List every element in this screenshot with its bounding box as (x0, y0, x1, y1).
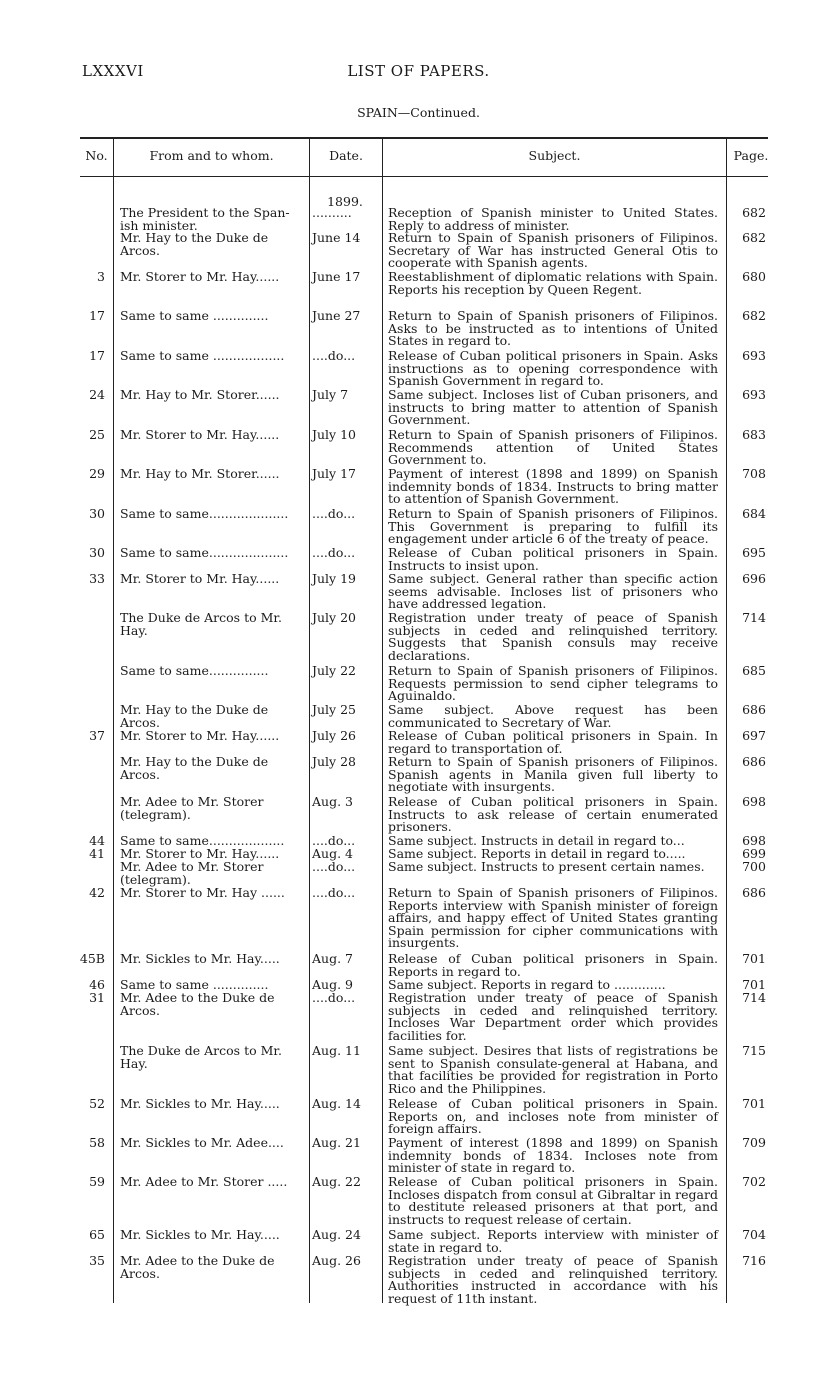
row-number: 46 (89, 977, 105, 992)
row-page: 714 (742, 990, 766, 1005)
table-top-rule (80, 137, 768, 139)
row-from-to: Same to same .................. (120, 348, 285, 363)
row-subject: Registration under treaty of peace of Spanish subjects in ceded and relinquished territory. Suggests that Spanish consuls may receive declarations. (388, 610, 718, 663)
row-subject: Same subject. Instructs to present certain names. (388, 859, 705, 874)
row-number: 44 (89, 833, 105, 848)
row-subject: Same subject. General rather than specific action seems advisable. Incloses list of prisoners who have addressed legation. (388, 571, 718, 611)
row-subject: Reception of Spanish minister to United States. Reply to address of minister. (388, 205, 718, 233)
row-number: 52 (89, 1096, 105, 1111)
row-page: 695 (742, 545, 766, 560)
row-date: Aug. 26 (312, 1253, 361, 1268)
row-date: Aug. 14 (312, 1096, 361, 1111)
row-date: Aug. 3 (312, 794, 353, 809)
row-from-to: Mr. Storer to Mr. Hay...... (120, 846, 280, 861)
row-subject: Same subject. Desires that lists of registrations be sent to Spanish consulate-general at Habana, and that facilities be provided for registration in Porto Rico and the Philippines. (388, 1043, 718, 1096)
row-subject: Return to Spain of Spanish prisoners of Filipinos. Secretary of War has instructed General Otis to cooperate with Spanish agents. (388, 230, 718, 270)
row-number: 33 (89, 571, 105, 586)
row-date: ....do... (312, 833, 356, 848)
column-header-page: Page. (733, 148, 769, 163)
row-number: 29 (89, 466, 105, 481)
row-page: 702 (742, 1174, 766, 1189)
row-date: June 27 (312, 308, 361, 323)
row-subject: Payment of interest (1898 and 1899) on Spanish indemnity bonds of 1834. Incloses note from minister of state in regard to. (388, 1135, 718, 1175)
row-subject: Same subject. Reports in regard to ............. (388, 977, 666, 992)
row-page: 716 (742, 1253, 766, 1268)
row-subject: Same subject. Reports in detail in regard to..... (388, 846, 686, 861)
row-date: June 14 (312, 230, 361, 245)
row-subject: Return to Spain of Spanish prisoners of Filipinos. This Government is preparing to fulfill its engagement under article 6 of the treaty of peace. (388, 506, 718, 546)
row-date: Aug. 9 (312, 977, 353, 992)
row-subject: Same subject. Above request has been communicated to Secretary of War. (388, 702, 718, 730)
row-from-to: Same to same............... (120, 663, 269, 678)
row-from-to: Mr. Hay to Mr. Storer...... (120, 466, 280, 481)
header-bottom-rule (80, 176, 768, 177)
row-number: 24 (89, 387, 105, 402)
row-from-to: Mr. Adee to Mr. Storer (telegram). (120, 859, 264, 887)
row-date: July 26 (312, 728, 357, 743)
row-number: 3 (97, 269, 105, 284)
row-date: Aug. 7 (312, 951, 353, 966)
row-number: 65 (89, 1227, 105, 1242)
row-date: ....do... (312, 885, 356, 900)
year-label: 1899. (327, 194, 363, 209)
row-from-to: Same to same .............. (120, 308, 269, 323)
row-date: July 19 (312, 571, 357, 586)
row-date: Aug. 4 (312, 846, 353, 861)
row-page: 684 (742, 506, 766, 521)
row-subject: Release of Cuban political prisoners in Spain. Instructs to insist upon. (388, 545, 718, 573)
row-date: July 28 (312, 754, 357, 769)
column-header-from: From and to whom. (149, 148, 274, 163)
row-subject: Same subject. Incloses list of Cuban prisoners, and instructs to bring matter to attention of Spanish Government. (388, 387, 718, 427)
row-date: Aug. 22 (312, 1174, 361, 1189)
row-page: 680 (742, 269, 766, 284)
row-from-to: Mr. Adee to the Duke de Arcos. (120, 1253, 275, 1281)
row-page: 701 (742, 977, 766, 992)
row-from-to: Mr. Sickles to Mr. Hay..... (120, 951, 280, 966)
row-from-to: Mr. Storer to Mr. Hay...... (120, 571, 280, 586)
row-from-to: Mr. Adee to Mr. Storer ..... (120, 1174, 288, 1189)
row-number: 30 (89, 506, 105, 521)
column-header-date: Date. (329, 148, 363, 163)
column-divider-3 (382, 138, 383, 1303)
row-page: 701 (742, 951, 766, 966)
column-divider-2 (309, 138, 310, 1303)
row-page: 697 (742, 728, 766, 743)
row-date: June 17 (312, 269, 361, 284)
row-number: 37 (89, 728, 105, 743)
row-from-to: Mr. Adee to the Duke de Arcos. (120, 990, 275, 1018)
row-from-to: The Duke de Arcos to Mr. Hay. (120, 610, 282, 638)
row-number: 30 (89, 545, 105, 560)
row-page: 698 (742, 794, 766, 809)
row-date: July 10 (312, 427, 357, 442)
column-header-no: No. (85, 148, 108, 163)
row-date: Aug. 11 (312, 1043, 361, 1058)
row-page: 704 (742, 1227, 766, 1242)
row-from-to: Mr. Sickles to Mr. Hay..... (120, 1096, 280, 1111)
row-subject: Same subject. Instructs in detail in regard to... (388, 833, 685, 848)
row-number: 17 (89, 348, 105, 363)
row-date: Aug. 24 (312, 1227, 361, 1242)
row-subject: Release of Cuban political prisoners in Spain. Reports on, and incloses note from minister of foreign affairs. (388, 1096, 718, 1136)
column-divider-1 (113, 138, 114, 1303)
row-from-to: Mr. Hay to the Duke de Arcos. (120, 702, 269, 730)
row-date: ....do... (312, 348, 356, 363)
row-number: 35 (89, 1253, 105, 1268)
row-subject: Release of Cuban political prisoners in Spain. Incloses dispatch from consul at Gibraltar in regard to destitute released prisoners at that port, and instructs to request release of certain. (388, 1174, 718, 1227)
row-from-to: Same to same.................... (120, 506, 289, 521)
row-from-to: Mr. Hay to Mr. Storer...... (120, 387, 280, 402)
row-subject: Reestablishment of diplomatic relations with Spain. Reports his reception by Queen Regent. (388, 269, 718, 297)
row-from-to: Mr. Hay to the Duke de Arcos. (120, 230, 269, 258)
row-from-to: Same to same .............. (120, 977, 269, 992)
row-date: July 25 (312, 702, 357, 717)
row-page: 709 (742, 1135, 766, 1150)
row-from-to: Mr. Storer to Mr. Hay...... (120, 269, 280, 284)
row-from-to: The President to the Span-ish minister. (120, 205, 290, 233)
row-page: 693 (742, 387, 766, 402)
section-subtitle: SPAIN—Continued. (357, 105, 480, 120)
row-number: 58 (89, 1135, 105, 1150)
row-page: 714 (742, 610, 766, 625)
row-date: ....do... (312, 859, 356, 874)
row-page: 693 (742, 348, 766, 363)
page-title: LIST OF PAPERS. (347, 62, 490, 80)
row-date: ....do... (312, 506, 356, 521)
row-date: ....do... (312, 990, 356, 1005)
column-header-subject: Subject. (528, 148, 581, 163)
page-number: LXXXVI (82, 62, 144, 80)
row-date: ....do... (312, 545, 356, 560)
row-from-to: Same to same................... (120, 833, 285, 848)
row-page: 701 (742, 1096, 766, 1111)
row-page: 683 (742, 427, 766, 442)
row-page: 698 (742, 833, 766, 848)
row-page: 682 (742, 230, 766, 245)
row-subject: Return to Spain of Spanish prisoners of Filipinos. Asks to be instructed as to intentions of United States in regard to. (388, 308, 718, 348)
row-number: 42 (89, 885, 105, 900)
row-subject: Release of Cuban political prisoners in Spain. In regard to transportation of. (388, 728, 718, 756)
row-page: 686 (742, 702, 766, 717)
row-page: 715 (742, 1043, 766, 1058)
row-date: July 17 (312, 466, 357, 481)
row-subject: Return to Spain of Spanish prisoners of Filipinos. Reports interview with Spanish minister of foreign affairs, and happy effect of United States granting Spain permission for cipher communications with insurgents. (388, 885, 718, 950)
row-subject: Release of Cuban political prisoners in Spain. Reports in regard to. (388, 951, 718, 979)
row-from-to: Mr. Storer to Mr. Hay...... (120, 728, 280, 743)
row-number: 17 (89, 308, 105, 323)
row-subject: Return to Spain of Spanish prisoners of Filipinos. Recommends attention of United States Government to. (388, 427, 718, 467)
row-date: July 20 (312, 610, 357, 625)
row-subject: Registration under treaty of peace of Spanish subjects in ceded and relinquished territory. Authorities instructed in accordance with his request of 11th instant. (388, 1253, 718, 1306)
row-date: July 7 (312, 387, 349, 402)
row-page: 686 (742, 885, 766, 900)
row-subject: Same subject. Reports interview with minister of state in regard to. (388, 1227, 718, 1255)
row-from-to: Mr. Storer to Mr. Hay ...... (120, 885, 285, 900)
row-from-to: Mr. Hay to the Duke de Arcos. (120, 754, 269, 782)
row-date: Aug. 21 (312, 1135, 361, 1150)
row-from-to: Same to same.................... (120, 545, 289, 560)
row-date: .......... (312, 205, 352, 220)
row-from-to: Mr. Adee to Mr. Storer (telegram). (120, 794, 264, 822)
row-page: 685 (742, 663, 766, 678)
row-page: 708 (742, 466, 766, 481)
row-page: 686 (742, 754, 766, 769)
row-number: 41 (89, 846, 105, 861)
row-subject: Payment of interest (1898 and 1899) on Spanish indemnity bonds of 1834. Instructs to bring matter to attention of Spanish Government. (388, 466, 718, 506)
row-number: 25 (89, 427, 105, 442)
row-subject: Registration under treaty of peace of Spanish subjects in ceded and relinquished territory. Incloses War Department order which provides facilities for. (388, 990, 718, 1043)
row-page: 699 (742, 846, 766, 861)
row-subject: Return to Spain of Spanish prisoners of Filipinos. Spanish agents in Manila given full liberty to negotiate with insurgents. (388, 754, 718, 794)
row-number: 31 (89, 990, 105, 1005)
row-page: 682 (742, 205, 766, 220)
row-subject: Release of Cuban political prisoners in Spain. Instructs to ask release of certain enumerated prisoners. (388, 794, 718, 834)
column-divider-4 (726, 138, 727, 1303)
row-from-to: The Duke de Arcos to Mr. Hay. (120, 1043, 282, 1071)
row-page: 700 (742, 859, 766, 874)
row-from-to: Mr. Sickles to Mr. Hay..... (120, 1227, 280, 1242)
row-from-to: Mr. Sickles to Mr. Adee.... (120, 1135, 284, 1150)
row-subject: Return to Spain of Spanish prisoners of Filipinos. Requests permission to send cipher telegrams to Aguinaldo. (388, 663, 718, 703)
row-page: 682 (742, 308, 766, 323)
row-number: 45B (79, 951, 105, 966)
row-page: 696 (742, 571, 766, 586)
row-subject: Release of Cuban political prisoners in Spain. Asks instructions as to opening correspondence with Spanish Government in regard to. (388, 348, 718, 388)
row-number: 59 (89, 1174, 105, 1189)
row-from-to: Mr. Storer to Mr. Hay...... (120, 427, 280, 442)
row-date: July 22 (312, 663, 357, 678)
